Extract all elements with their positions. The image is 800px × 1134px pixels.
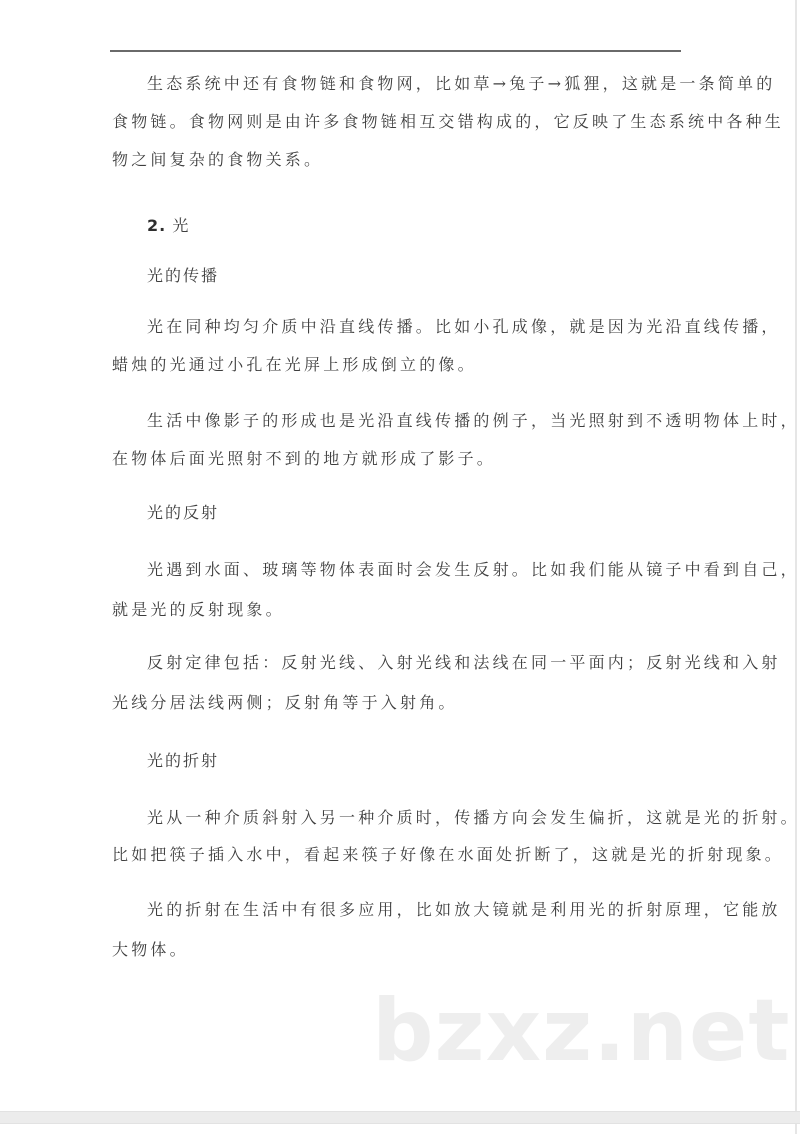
paragraph-shadow-line-2: 在物体后面光照射不到的地方就形成了影子。 — [112, 449, 497, 468]
paragraph-propagation-line-1: 光在同种均匀介质中沿直线传播。比如小孔成像，就是因为光沿直线传播， — [147, 317, 781, 336]
next-page-top — [0, 1124, 797, 1134]
paragraph-food-chain-line-1: 生态系统中还有食物链和食物网，比如草→兔子→狐狸，这就是一条简单的 — [147, 74, 776, 93]
paragraph-propagation-line-2: 蜡烛的光通过小孔在光屏上形成倒立的像。 — [112, 355, 477, 374]
paragraph-reflection-law-line-2: 光线分居法线两侧；反射角等于入射角。 — [112, 693, 458, 712]
paragraph-refraction-line-1: 光从一种介质斜射入另一种介质时，传播方向会发生偏折，这就是光的折射。 — [147, 808, 800, 827]
paragraph-reflection-line-1: 光遇到水面、玻璃等物体表面时会发生反射。比如我们能从镜子中看到自己， — [147, 560, 800, 579]
subheading-reflection: 光的反射 — [147, 503, 220, 522]
page-separator — [0, 1111, 800, 1124]
section-number: 2. — [147, 216, 167, 235]
paragraph-reflection-law-line-1: 反射定律包括：反射光线、入射光线和法线在同一平面内；反射光线和入射 — [147, 653, 781, 672]
paragraph-food-chain-line-3: 物之间复杂的食物关系。 — [112, 150, 324, 169]
section-heading-light — [147, 216, 189, 236]
watermark: bzxz.net — [372, 981, 791, 1081]
subheading-propagation: 光的传播 — [147, 266, 220, 285]
header-rule — [110, 50, 681, 52]
paragraph-refraction-line-2: 比如把筷子插入水中，看起来筷子好像在水面处折断了，这就是光的折射现象。 — [112, 845, 785, 864]
paragraph-refraction-use-line-1: 光的折射在生活中有很多应用，比如放大镜就是利用光的折射原理，它能放 — [147, 900, 781, 919]
paragraph-food-chain-line-2: 食物链。食物网则是由许多食物链相互交错构成的，它反映了生态系统中各种生 — [112, 112, 785, 131]
subheading-refraction: 光的折射 — [147, 751, 220, 770]
paragraph-refraction-use-line-2: 大物体。 — [112, 940, 189, 959]
section-title: 光 — [172, 216, 190, 235]
paragraph-reflection-line-2: 就是光的反射现象。 — [112, 600, 285, 619]
paragraph-shadow-line-1: 生活中像影子的形成也是光沿直线传播的例子，当光照射到不透明物体上时， — [147, 411, 800, 430]
